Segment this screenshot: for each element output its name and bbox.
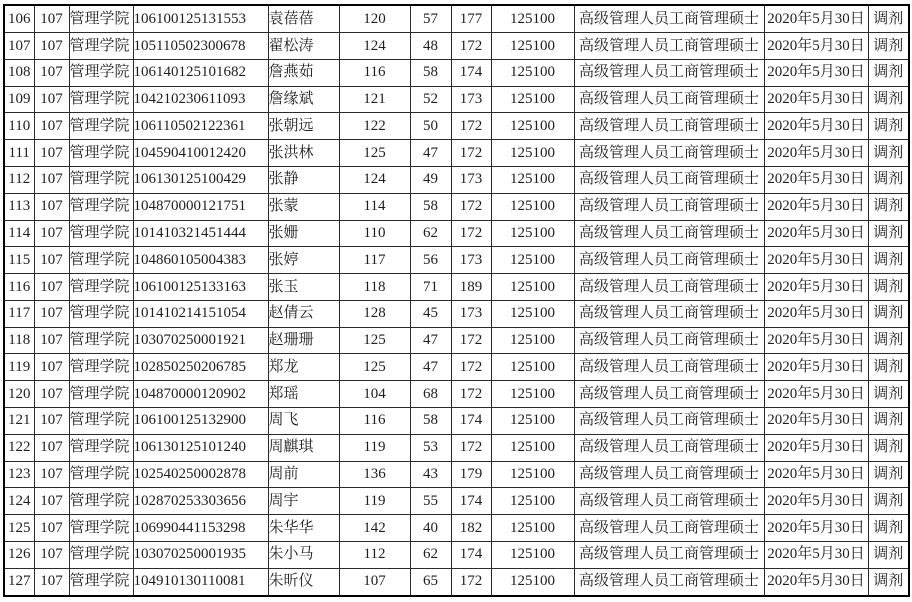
cell-college-name: 管理学院 [69,327,133,354]
cell-seq: 116 [4,274,34,301]
cell-score-1: 119 [339,488,410,515]
cell-score-1: 114 [339,193,410,220]
cell-major-name: 高级管理人员工商管理硕士 [574,220,764,247]
cell-score-1: 125 [339,354,410,381]
cell-name: 郑龙 [268,354,339,381]
cell-date: 2020年5月30日 [764,408,868,435]
cell-name: 张婷 [268,247,339,274]
cell-date: 2020年5月30日 [764,59,868,86]
cell-score-2: 53 [410,434,451,461]
cell-candidate-id: 104870000120902 [133,381,268,408]
cell-name: 赵珊珊 [268,327,339,354]
cell-total: 172 [451,354,491,381]
cell-major-code: 125100 [491,247,574,274]
cell-seq: 107 [4,33,34,60]
cell-total: 172 [451,568,491,596]
cell-major-code: 125100 [491,113,574,140]
cell-seq: 108 [4,59,34,86]
table-row [4,86,909,113]
cell-date: 2020年5月30日 [764,354,868,381]
cell-major-code: 125100 [491,274,574,301]
cell-candidate-id: 102540250002878 [133,461,268,488]
cell-major-name: 高级管理人员工商管理硕士 [574,300,764,327]
cell-major-name: 高级管理人员工商管理硕士 [574,488,764,515]
table-row [4,274,909,301]
cell-college-code: 107 [34,140,69,167]
cell-date: 2020年5月30日 [764,33,868,60]
cell-college-code: 107 [34,568,69,596]
cell-candidate-id: 106110502122361 [133,113,268,140]
cell-candidate-id: 106100125131553 [133,5,268,33]
cell-score-1: 128 [339,300,410,327]
table-row [4,59,909,86]
cell-total: 177 [451,5,491,33]
cell-college-name: 管理学院 [69,140,133,167]
table-row [4,488,909,515]
cell-total: 172 [451,381,491,408]
cell-score-1: 124 [339,33,410,60]
cell-remark: 调剂 [868,381,909,408]
cell-major-name: 高级管理人员工商管理硕士 [574,381,764,408]
cell-score-1: 125 [339,327,410,354]
cell-college-name: 管理学院 [69,220,133,247]
cell-major-code: 125100 [491,193,574,220]
cell-name: 张朝远 [268,113,339,140]
cell-college-name: 管理学院 [69,488,133,515]
cell-remark: 调剂 [868,5,909,33]
cell-date: 2020年5月30日 [764,381,868,408]
cell-major-code: 125100 [491,59,574,86]
cell-score-2: 47 [410,354,451,381]
cell-total: 172 [451,113,491,140]
cell-candidate-id: 104870000121751 [133,193,268,220]
cell-score-1: 110 [339,220,410,247]
table-row [4,541,909,568]
cell-remark: 调剂 [868,220,909,247]
cell-seq: 109 [4,86,34,113]
cell-total: 173 [451,86,491,113]
cell-remark: 调剂 [868,247,909,274]
cell-score-2: 47 [410,140,451,167]
cell-major-name: 高级管理人员工商管理硕士 [574,167,764,194]
cell-college-name: 管理学院 [69,408,133,435]
cell-seq: 120 [4,381,34,408]
table-row [4,381,909,408]
table-row [4,193,909,220]
cell-candidate-id: 104590410012420 [133,140,268,167]
cell-college-code: 107 [34,515,69,542]
cell-major-name: 高级管理人员工商管理硕士 [574,59,764,86]
cell-candidate-id: 106140125101682 [133,59,268,86]
cell-college-name: 管理学院 [69,5,133,33]
cell-college-name: 管理学院 [69,381,133,408]
cell-candidate-id: 104910130110081 [133,568,268,596]
cell-total: 172 [451,193,491,220]
cell-total: 172 [451,220,491,247]
table-row [4,327,909,354]
cell-candidate-id: 101410214151054 [133,300,268,327]
cell-score-1: 116 [339,408,410,435]
cell-score-2: 58 [410,59,451,86]
cell-college-code: 107 [34,354,69,381]
cell-major-name: 高级管理人员工商管理硕士 [574,113,764,140]
cell-seq: 115 [4,247,34,274]
cell-date: 2020年5月30日 [764,193,868,220]
cell-major-code: 125100 [491,461,574,488]
table-row [4,113,909,140]
cell-candidate-id: 103070250001935 [133,541,268,568]
cell-total: 174 [451,59,491,86]
cell-seq: 118 [4,327,34,354]
cell-date: 2020年5月30日 [764,140,868,167]
cell-college-code: 107 [34,381,69,408]
table-row [4,434,909,461]
cell-total: 173 [451,167,491,194]
cell-date: 2020年5月30日 [764,5,868,33]
cell-date: 2020年5月30日 [764,300,868,327]
cell-major-name: 高级管理人员工商管理硕士 [574,515,764,542]
cell-total: 172 [451,33,491,60]
cell-remark: 调剂 [868,515,909,542]
cell-college-code: 107 [34,59,69,86]
cell-college-code: 107 [34,408,69,435]
cell-score-1: 117 [339,247,410,274]
cell-major-code: 125100 [491,5,574,33]
cell-college-code: 107 [34,33,69,60]
cell-major-name: 高级管理人员工商管理硕士 [574,140,764,167]
cell-name: 赵倩云 [268,300,339,327]
cell-total: 179 [451,461,491,488]
table-row [4,568,909,596]
table-row [4,408,909,435]
table-row [4,247,909,274]
cell-score-1: 118 [339,274,410,301]
cell-college-name: 管理学院 [69,113,133,140]
cell-total: 174 [451,541,491,568]
cell-score-1: 142 [339,515,410,542]
cell-seq: 110 [4,113,34,140]
cell-major-name: 高级管理人员工商管理硕士 [574,327,764,354]
cell-score-1: 136 [339,461,410,488]
cell-remark: 调剂 [868,59,909,86]
table-row [4,300,909,327]
cell-name: 张蒙 [268,193,339,220]
cell-remark: 调剂 [868,568,909,596]
cell-name: 周飞 [268,408,339,435]
cell-major-name: 高级管理人员工商管理硕士 [574,461,764,488]
cell-college-name: 管理学院 [69,247,133,274]
cell-total: 173 [451,300,491,327]
cell-date: 2020年5月30日 [764,434,868,461]
cell-score-2: 45 [410,300,451,327]
cell-college-code: 107 [34,327,69,354]
cell-college-name: 管理学院 [69,193,133,220]
cell-major-code: 125100 [491,568,574,596]
cell-college-name: 管理学院 [69,461,133,488]
cell-date: 2020年5月30日 [764,488,868,515]
cell-college-code: 107 [34,541,69,568]
cell-date: 2020年5月30日 [764,327,868,354]
cell-total: 172 [451,434,491,461]
cell-score-2: 68 [410,381,451,408]
cell-candidate-id: 102850250206785 [133,354,268,381]
cell-score-1: 112 [339,541,410,568]
cell-score-2: 55 [410,488,451,515]
admission-adjustment-table [3,4,908,597]
cell-major-code: 125100 [491,488,574,515]
table-row [4,220,909,247]
cell-seq: 111 [4,140,34,167]
cell-college-code: 107 [34,86,69,113]
cell-major-name: 高级管理人员工商管理硕士 [574,434,764,461]
cell-major-name: 高级管理人员工商管理硕士 [574,541,764,568]
cell-seq: 112 [4,167,34,194]
cell-remark: 调剂 [868,86,909,113]
cell-major-code: 125100 [491,300,574,327]
cell-name: 詹燕茹 [268,59,339,86]
cell-seq: 119 [4,354,34,381]
cell-college-code: 107 [34,461,69,488]
cell-seq: 126 [4,541,34,568]
cell-score-1: 107 [339,568,410,596]
cell-major-code: 125100 [491,140,574,167]
cell-remark: 调剂 [868,33,909,60]
cell-name: 翟松涛 [268,33,339,60]
cell-college-name: 管理学院 [69,33,133,60]
cell-score-2: 62 [410,220,451,247]
cell-seq: 113 [4,193,34,220]
cell-score-1: 121 [339,86,410,113]
cell-remark: 调剂 [868,300,909,327]
cell-name: 张姗 [268,220,339,247]
cell-candidate-id: 106100125133163 [133,274,268,301]
cell-score-2: 58 [410,408,451,435]
cell-name: 朱小马 [268,541,339,568]
table-row [4,167,909,194]
cell-score-2: 49 [410,167,451,194]
cell-score-2: 65 [410,568,451,596]
cell-major-code: 125100 [491,541,574,568]
table-body [4,5,909,596]
cell-score-2: 47 [410,327,451,354]
table-row [4,140,909,167]
cell-score-2: 40 [410,515,451,542]
cell-remark: 调剂 [868,541,909,568]
cell-major-code: 125100 [491,354,574,381]
cell-college-name: 管理学院 [69,568,133,596]
cell-score-2: 57 [410,5,451,33]
cell-score-2: 50 [410,113,451,140]
cell-name: 张洪林 [268,140,339,167]
cell-major-code: 125100 [491,33,574,60]
cell-major-name: 高级管理人员工商管理硕士 [574,247,764,274]
cell-major-code: 125100 [491,515,574,542]
cell-remark: 调剂 [868,327,909,354]
cell-major-code: 125100 [491,381,574,408]
cell-college-name: 管理学院 [69,86,133,113]
cell-name: 袁蓓蓓 [268,5,339,33]
cell-candidate-id: 106990441153298 [133,515,268,542]
cell-score-1: 122 [339,113,410,140]
cell-score-2: 52 [410,86,451,113]
cell-college-code: 107 [34,434,69,461]
cell-remark: 调剂 [868,274,909,301]
cell-candidate-id: 105110502300678 [133,33,268,60]
cell-seq: 127 [4,568,34,596]
table-row [4,33,909,60]
cell-remark: 调剂 [868,140,909,167]
cell-major-name: 高级管理人员工商管理硕士 [574,33,764,60]
cell-date: 2020年5月30日 [764,220,868,247]
cell-college-code: 107 [34,193,69,220]
cell-name: 郑瑶 [268,381,339,408]
cell-major-name: 高级管理人员工商管理硕士 [574,86,764,113]
cell-college-name: 管理学院 [69,274,133,301]
cell-seq: 114 [4,220,34,247]
cell-college-code: 107 [34,220,69,247]
cell-major-name: 高级管理人员工商管理硕士 [574,5,764,33]
cell-college-code: 107 [34,247,69,274]
cell-major-name: 高级管理人员工商管理硕士 [574,408,764,435]
cell-college-name: 管理学院 [69,515,133,542]
table-row [4,461,909,488]
cell-college-name: 管理学院 [69,59,133,86]
cell-date: 2020年5月30日 [764,113,868,140]
cell-college-code: 107 [34,274,69,301]
score-table [3,4,910,597]
cell-seq: 125 [4,515,34,542]
cell-score-2: 71 [410,274,451,301]
cell-seq: 117 [4,300,34,327]
cell-total: 173 [451,247,491,274]
cell-college-code: 107 [34,167,69,194]
cell-college-name: 管理学院 [69,300,133,327]
cell-remark: 调剂 [868,354,909,381]
cell-college-name: 管理学院 [69,354,133,381]
cell-remark: 调剂 [868,461,909,488]
cell-major-code: 125100 [491,167,574,194]
cell-date: 2020年5月30日 [764,461,868,488]
cell-total: 174 [451,488,491,515]
cell-name: 周宇 [268,488,339,515]
cell-major-code: 125100 [491,86,574,113]
cell-seq: 106 [4,5,34,33]
cell-date: 2020年5月30日 [764,541,868,568]
cell-college-code: 107 [34,5,69,33]
cell-total: 182 [451,515,491,542]
cell-candidate-id: 103070250001921 [133,327,268,354]
cell-score-1: 120 [339,5,410,33]
cell-seq: 121 [4,408,34,435]
cell-remark: 调剂 [868,488,909,515]
cell-remark: 调剂 [868,408,909,435]
cell-score-1: 124 [339,167,410,194]
cell-score-2: 62 [410,541,451,568]
cell-date: 2020年5月30日 [764,86,868,113]
table-row [4,515,909,542]
cell-seq: 123 [4,461,34,488]
cell-score-1: 125 [339,140,410,167]
cell-name: 张静 [268,167,339,194]
cell-candidate-id: 106130125100429 [133,167,268,194]
cell-college-name: 管理学院 [69,434,133,461]
cell-name: 周前 [268,461,339,488]
cell-date: 2020年5月30日 [764,515,868,542]
cell-total: 189 [451,274,491,301]
cell-score-1: 116 [339,59,410,86]
cell-major-code: 125100 [491,408,574,435]
cell-college-code: 107 [34,113,69,140]
cell-candidate-id: 102870253303656 [133,488,268,515]
cell-college-code: 107 [34,488,69,515]
cell-candidate-id: 106130125101240 [133,434,268,461]
cell-score-2: 56 [410,247,451,274]
cell-college-name: 管理学院 [69,541,133,568]
cell-name: 詹缘斌 [268,86,339,113]
cell-college-name: 管理学院 [69,167,133,194]
cell-total: 172 [451,140,491,167]
cell-name: 朱昕仪 [268,568,339,596]
cell-score-1: 104 [339,381,410,408]
cell-total: 174 [451,408,491,435]
cell-major-code: 125100 [491,327,574,354]
cell-name: 周麒琪 [268,434,339,461]
cell-total: 172 [451,327,491,354]
cell-candidate-id: 106100125132900 [133,408,268,435]
cell-major-code: 125100 [491,434,574,461]
cell-major-name: 高级管理人员工商管理硕士 [574,193,764,220]
cell-remark: 调剂 [868,113,909,140]
cell-candidate-id: 104860105004383 [133,247,268,274]
cell-date: 2020年5月30日 [764,568,868,596]
cell-major-name: 高级管理人员工商管理硕士 [574,354,764,381]
cell-major-code: 125100 [491,220,574,247]
cell-score-2: 43 [410,461,451,488]
cell-remark: 调剂 [868,167,909,194]
cell-date: 2020年5月30日 [764,247,868,274]
cell-score-1: 119 [339,434,410,461]
cell-seq: 124 [4,488,34,515]
cell-remark: 调剂 [868,193,909,220]
cell-date: 2020年5月30日 [764,167,868,194]
table-row [4,5,909,33]
cell-score-2: 48 [410,33,451,60]
cell-score-2: 58 [410,193,451,220]
cell-remark: 调剂 [868,434,909,461]
cell-college-code: 107 [34,300,69,327]
cell-seq: 122 [4,434,34,461]
table-row [4,354,909,381]
cell-date: 2020年5月30日 [764,274,868,301]
cell-candidate-id: 101410321451444 [133,220,268,247]
cell-major-name: 高级管理人员工商管理硕士 [574,274,764,301]
cell-candidate-id: 104210230611093 [133,86,268,113]
cell-name: 朱华华 [268,515,339,542]
cell-name: 张玉 [268,274,339,301]
cell-major-name: 高级管理人员工商管理硕士 [574,568,764,596]
